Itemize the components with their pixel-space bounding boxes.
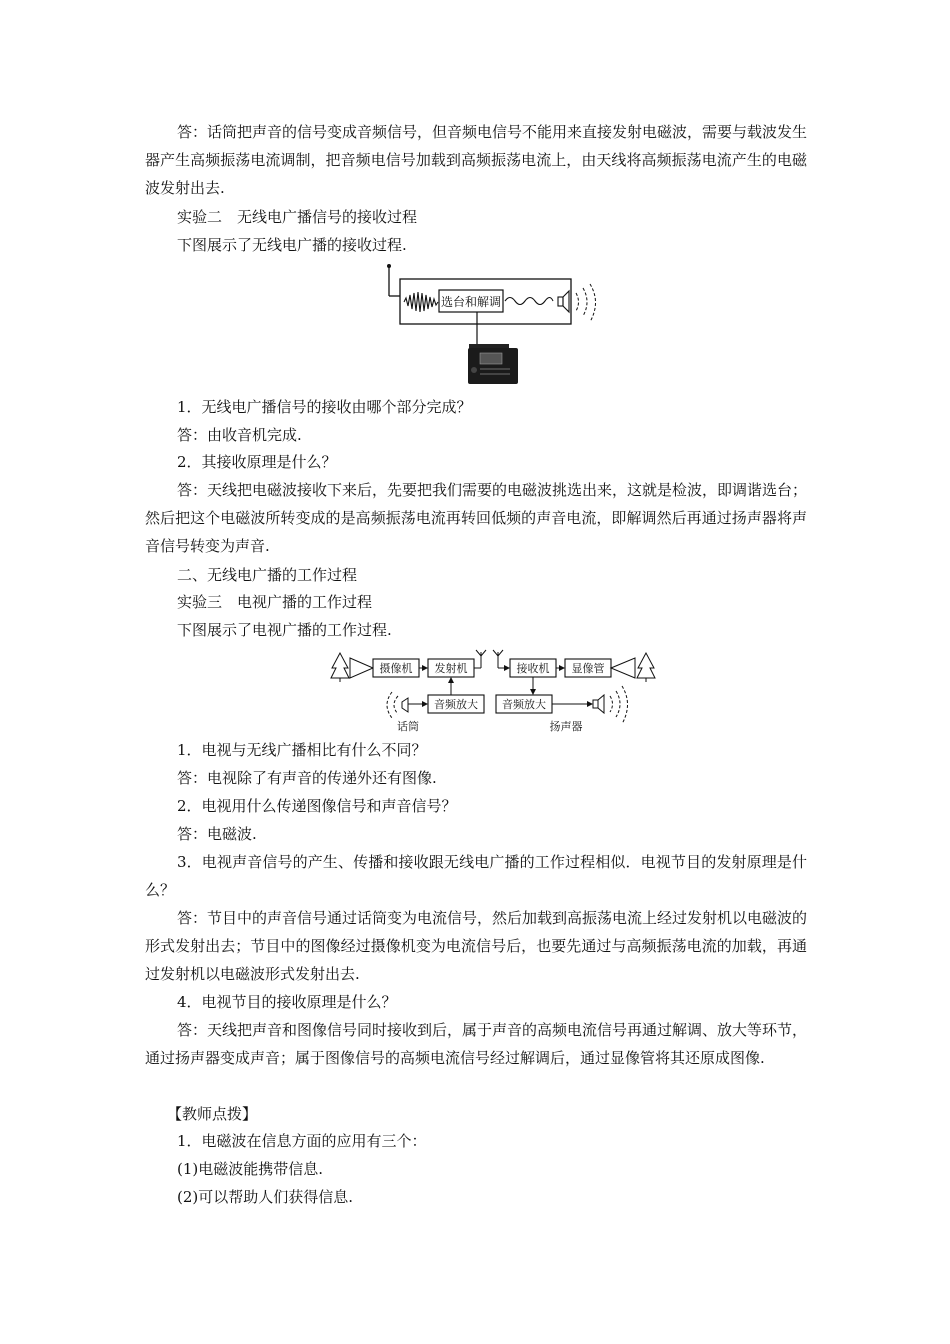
tv-answer-2: 答：电磁波. bbox=[177, 825, 257, 843]
tv-answer-3: 答：节目中的声音信号通过话筒变为电流信号，然后加载到高振荡电流上经过发射机以电磁波的形式发射出去；节目中的图像经过摄像机变为电流信号后，也要先通过与高频振荡电流的加载，再通过发射机以电磁波形式发射出去. bbox=[145, 909, 808, 983]
transmitter-label: 发射机 bbox=[434, 662, 468, 675]
answer-1: 答：由收音机完成. bbox=[177, 426, 302, 444]
teacher-tips-heading: 【教师点拨】 bbox=[167, 1105, 258, 1123]
tv-answer-4: 答：天线把声音和图像信号同时接收到后，属于声音的高频电流信号再通过解调、放大等环节，通过扬声器变成声音；属于图像信号的高频电流信号经过解调后，通过显像管将其还原成图像. bbox=[145, 1021, 808, 1067]
tree-icon bbox=[331, 653, 349, 678]
audio-wave bbox=[505, 298, 553, 305]
tv-question-1: 1．电视与无线广播相比有什么不同？ bbox=[177, 741, 427, 759]
tv-question-2: 2．电视用什么传递图像信号和声音信号？ bbox=[177, 797, 457, 815]
tv-broadcast-figure bbox=[330, 646, 660, 734]
speaker-label: 扬声器 bbox=[549, 720, 583, 733]
tv-question-4: 4．电视节目的接收原理是什么？ bbox=[177, 993, 397, 1011]
microphone-label: 话筒 bbox=[397, 720, 419, 733]
audio-amp-left-label: 音频放大 bbox=[434, 698, 478, 711]
radio-receiving-figure bbox=[380, 262, 610, 390]
tip-1a: (1)电磁波能携带信息. bbox=[177, 1160, 324, 1178]
tv-question-3: 3．电视声音信号的产生、传播和接收跟无线电广播的工作过程相似．电视节目的发射原理是什么？ bbox=[145, 853, 807, 899]
answer-paragraph: 答：话筒把声音的信号变成音频信号，但音频电信号不能用来直接发射电磁波，需要与载波发生器产生高频振荡电流调制，把音频电信号加载到高频振荡电流上，由天线将高频振荡电流产生的电磁波发射出去. bbox=[145, 123, 808, 197]
tip-1b: (2)可以帮助人们获得信息. bbox=[177, 1188, 354, 1206]
experiment-3-heading: 实验三 电视广播的工作过程 bbox=[177, 593, 373, 611]
answer-2: 答：天线把电磁波接收下来后，先要把我们需要的电磁波挑选出来，这就是检波，即调谐选台；然后把这个电磁波所转变成的是高频振荡电流再转回低频的声音电流，即解调然后再通过扬声器将声音信号转变为声音. bbox=[145, 481, 808, 555]
tuning-box-label: 选台和解调 bbox=[440, 295, 502, 309]
camera-label: 摄像机 bbox=[379, 662, 413, 675]
display-tube-label: 显像管 bbox=[571, 662, 605, 675]
experiment-3-intro: 下图展示了电视广播的工作过程. bbox=[177, 621, 392, 639]
tv-answer-1: 答：电视除了有声音的传递外还有图像. bbox=[177, 769, 437, 787]
high-frequency-wave bbox=[404, 292, 438, 312]
question-1: 1．无线电广播信号的接收由哪个部分完成？ bbox=[177, 398, 472, 416]
speaker-icon bbox=[593, 700, 598, 708]
tip-1: 1．电磁波在信息方面的应用有三个： bbox=[177, 1132, 427, 1150]
camera-lens-icon bbox=[350, 658, 373, 678]
audio-amp-right-label: 音频放大 bbox=[502, 698, 546, 711]
speaker-icon bbox=[558, 297, 563, 306]
experiment-2-heading: 实验二 无线电广播信号的接收过程 bbox=[177, 208, 418, 226]
microphone-icon bbox=[402, 698, 408, 712]
display-cone-icon bbox=[611, 658, 635, 678]
section-2-heading: 二、无线电广播的工作过程 bbox=[177, 566, 358, 584]
tree-image-icon bbox=[637, 653, 655, 678]
experiment-2-intro: 下图展示了无线电广播的接收过程. bbox=[177, 236, 407, 254]
receiver-label: 接收机 bbox=[516, 662, 550, 675]
question-2: 2．其接收原理是什么？ bbox=[177, 453, 337, 471]
